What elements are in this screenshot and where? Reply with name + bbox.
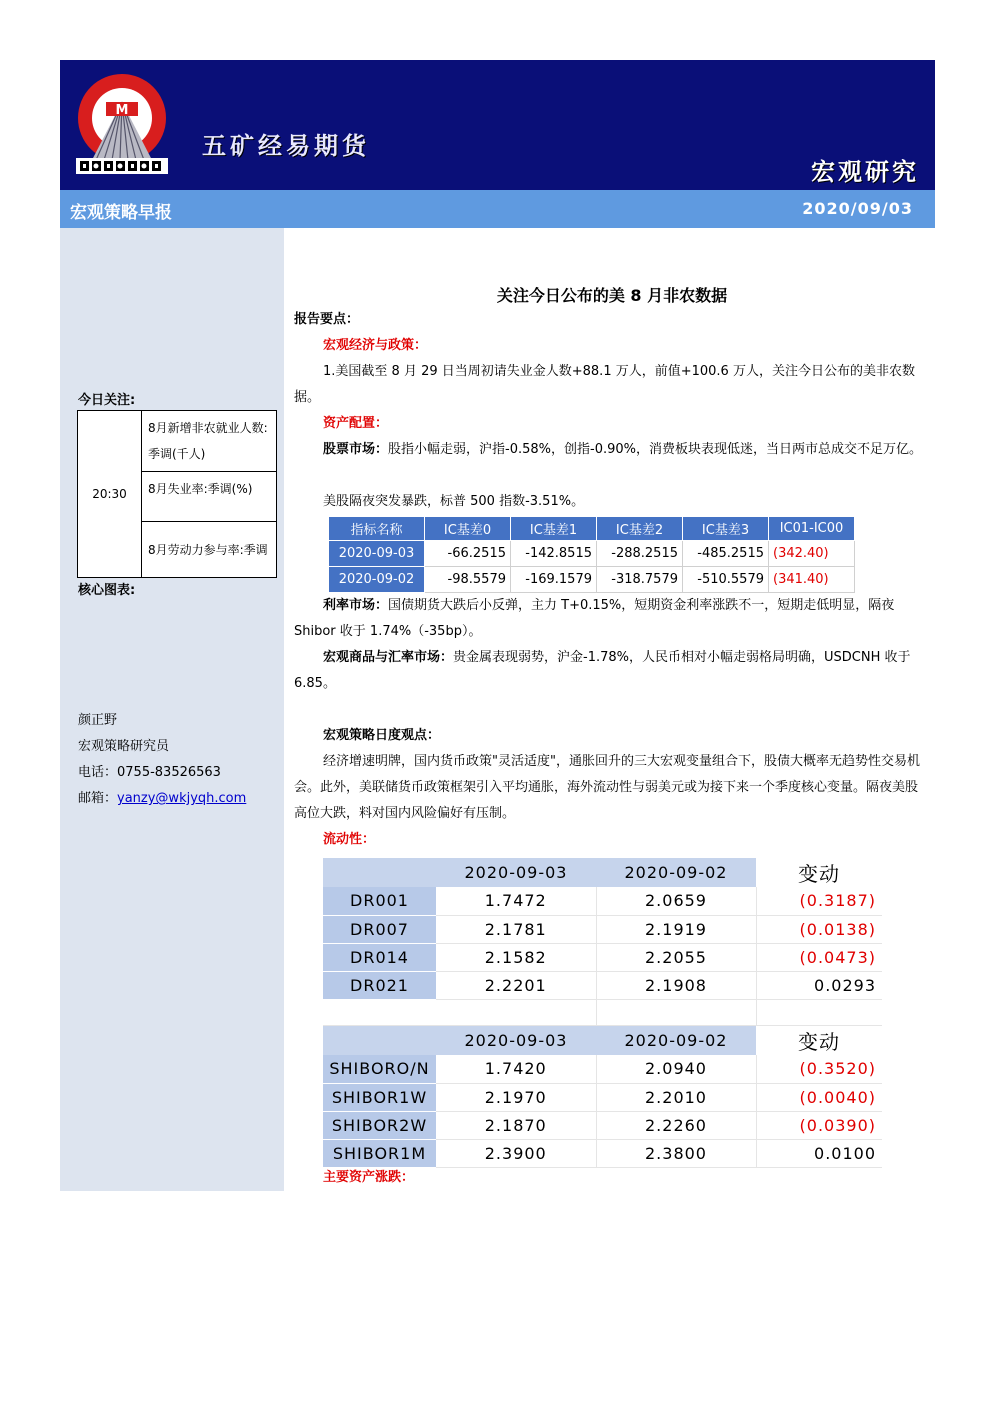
table-header: 2020-09-02 xyxy=(596,1026,756,1055)
table-row: 2020-09-03 -66.2515 -142.8515 -288.2515 -485.2515 (342.40) xyxy=(329,541,855,567)
ic-basis-table xyxy=(328,516,855,593)
table-header: IC基差1 xyxy=(511,517,597,541)
table-header: 2020-09-03 xyxy=(436,858,596,887)
watch-item: 8月失业率:季调(%) xyxy=(142,472,277,522)
table-header xyxy=(323,1026,436,1055)
sidebar xyxy=(60,228,284,1191)
table-header: IC基差0 xyxy=(425,517,511,541)
core-charts-label: 核心图表: xyxy=(78,583,136,598)
paragraph: 股票市场：股指小幅走弱，沪指-0.58%，创指-0.90%，消费板块表现低迷，当日两市总成交不足万亿。 xyxy=(323,442,922,457)
section-heading: 流动性： xyxy=(323,832,376,847)
report-subbar xyxy=(60,190,935,228)
section-title: 宏观研究 xyxy=(811,158,919,186)
report-date: 2020/09/03 xyxy=(802,199,913,218)
watch-item: 8月劳动力参与率:季调 xyxy=(142,522,277,578)
watch-time: 20:30 xyxy=(78,411,142,578)
author-email xyxy=(78,787,246,806)
table-row: DR001 1.7472 2.0659 (0.3187) xyxy=(323,887,882,915)
section-heading: 宏观策略日度观点： xyxy=(323,728,441,743)
report-title: 关注今日公布的美 8 月非农数据 xyxy=(496,286,728,305)
table-header: IC基差3 xyxy=(683,517,769,541)
author-phone: 电话：0755-83526563 xyxy=(78,765,221,780)
dr-rate-table xyxy=(323,858,882,1026)
table-row: 2020-09-02 -98.5579 -169.1579 -318.7579 -510.5579 (341.40) xyxy=(329,567,855,593)
table-header xyxy=(323,858,436,887)
section-heading: 资产配置： xyxy=(323,416,389,431)
paragraph: 1.美国截至 8 月 29 日当周初请失业金人数+88.1 万人，前值+100.6 万人，关注今日公布的美非农数据。 xyxy=(294,364,915,405)
table-row: SHIBORO/N 1.7420 2.0940 (0.3520) xyxy=(323,1055,882,1083)
email-label: 邮箱： xyxy=(78,791,118,806)
key-points-heading: 报告要点： xyxy=(294,312,360,327)
shibor-table xyxy=(323,1026,882,1168)
table-row: DR007 2.1781 2.1919 (0.0138) xyxy=(323,915,882,943)
section-heading: 主要资产涨跌： xyxy=(323,1170,415,1185)
table-header: 变动 xyxy=(756,858,882,887)
table-row: SHIBOR1M 2.3900 2.3800 0.0100 xyxy=(323,1139,882,1167)
watch-item: 8月新增非农就业人数:季调(千人) xyxy=(142,411,277,472)
minmetals-logo xyxy=(74,72,170,176)
paragraph: 宏观商品与汇率市场：贵金属表现弱势，沪金-1.78%，人民币相对小幅走弱格局明确，USDCNH 收于 6.85。 xyxy=(294,650,911,691)
table-row: SHIBOR1W 2.1970 2.2010 (0.0040) xyxy=(323,1083,882,1111)
table-header: IC01-IC00 xyxy=(769,517,855,541)
report-type: 宏观策略早报 xyxy=(70,203,172,223)
table-header: 2020-09-02 xyxy=(596,858,756,887)
table-row: DR021 2.2201 2.1908 0.0293 xyxy=(323,971,882,999)
svg-text:M: M xyxy=(115,103,129,118)
watch-table xyxy=(77,410,277,578)
report-header xyxy=(60,60,935,190)
paragraph: 利率市场：国债期货大跌后小反弹，主力 T+0.15%，短期资金利率涨跌不一，短期走低明显，隔夜 Shibor 收于 1.74%（-35bp）。 xyxy=(294,598,895,639)
table-header: 指标名称 xyxy=(329,517,425,541)
section-heading: 宏观经济与政策： xyxy=(323,338,428,353)
table-header: IC基差2 xyxy=(597,517,683,541)
paragraph: 经济增速明牌，国内货币政策"灵活适度"，通胀回升的三大宏观变量组合下，股债大概率无趋势性交易机会。此外，美联储货币政策框架引入平均通胀，海外流动性与弱美元或为接下来一个季度核心变量。隔夜美股高位大跌，料对国内风险偏好有压制。 xyxy=(294,754,920,821)
table-header: 变动 xyxy=(756,1026,882,1055)
table-row: SHIBOR2W 2.1870 2.2260 (0.0390) xyxy=(323,1111,882,1139)
email-link[interactable]: yanzy@wkjyqh.com xyxy=(117,791,247,806)
author-role: 宏观策略研究员 xyxy=(78,739,170,754)
table-row: DR014 2.1582 2.2055 (0.0473) xyxy=(323,943,882,971)
author-name: 颜正野 xyxy=(78,713,118,728)
brand-name: 五矿经易期货 xyxy=(202,132,370,160)
table-header: 2020-09-03 xyxy=(436,1026,596,1055)
paragraph: 美股隔夜突发暴跌，标普 500 指数-3.51%。 xyxy=(323,494,585,509)
today-focus-label: 今日关注: xyxy=(78,393,136,408)
